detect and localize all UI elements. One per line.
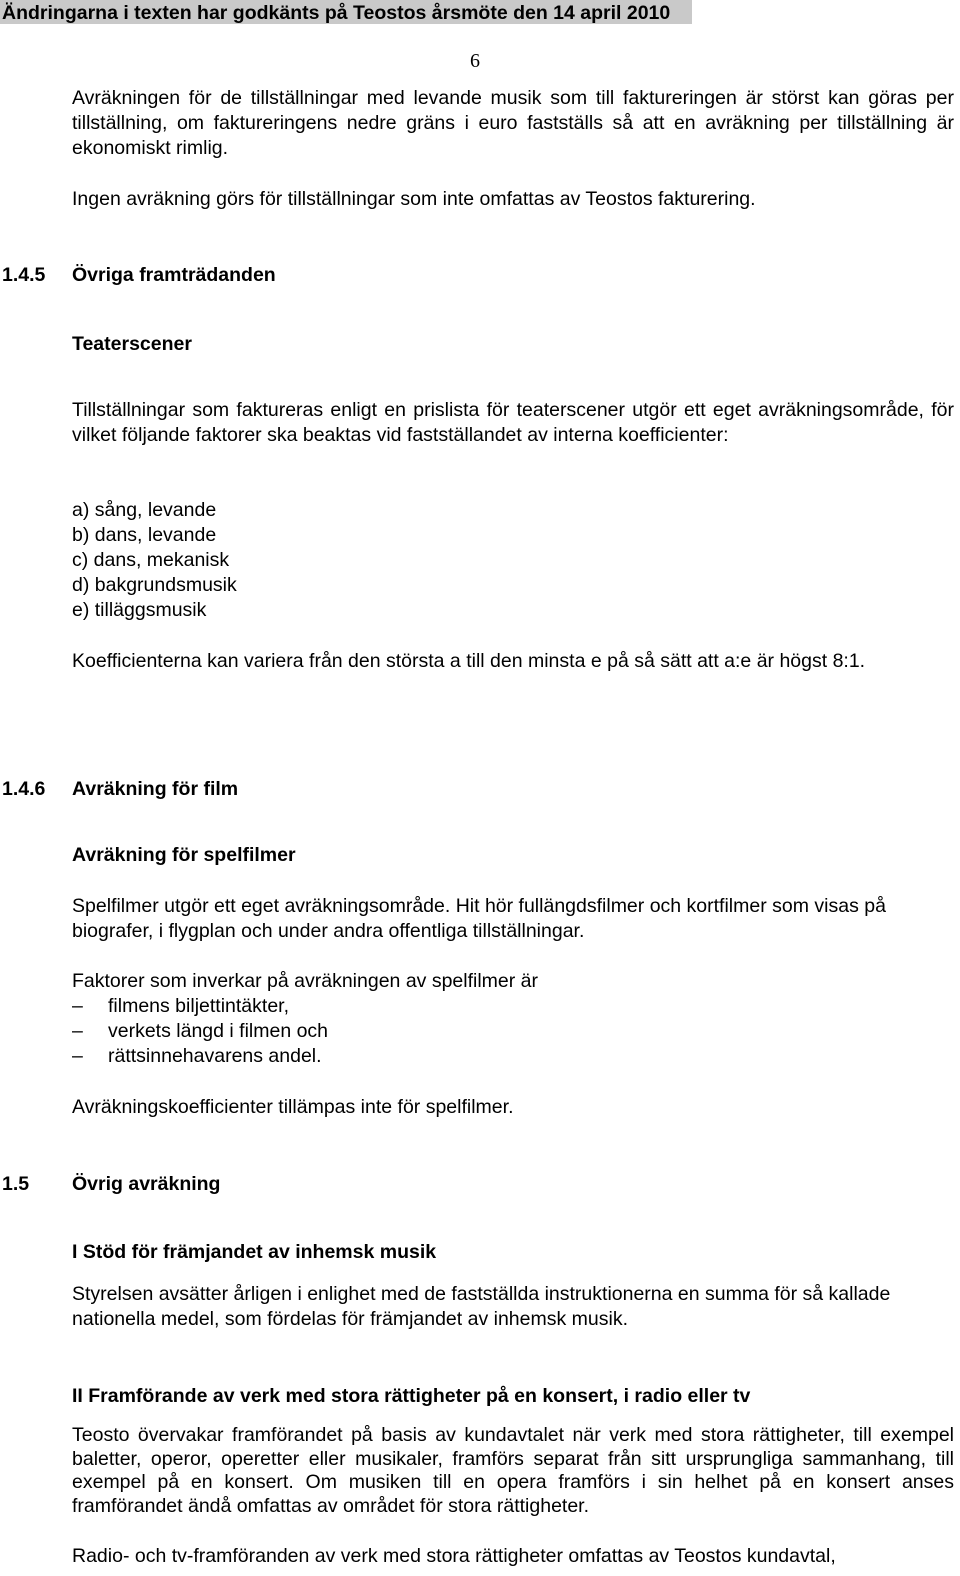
minus-dash-icon: – <box>72 995 83 1017</box>
page-number: 6 <box>470 50 480 72</box>
subheading-inhemsk-musik: I Stöd för främjandet av inhemsk musik <box>72 1241 437 1263</box>
paragraph-stora-rattigheter: Teosto övervakar framförandet på basis av kundavtalet när verk med stora rättigheter, till exempel baletter, operor, operetter eller musikaler, framförs separat från sitt ursprungliga sammanhang, till exempel på en konsert. Om musiken till en opera framförs i sin helhet på en konsert anses framförandet ändå omfattas av området för stora rättigheter. <box>72 1424 954 1517</box>
paragraph-avrakningskoefficienter: Avräkningskoefficienter tillämpas inte för spelfilmer. <box>72 1096 514 1118</box>
factor-list <box>72 498 954 623</box>
subheading-stora-rattigheter: II Framförande av verk med stora rättigheter på en konsert, i radio eller tv <box>72 1385 751 1407</box>
section-number-146: 1.4.6 <box>2 778 46 800</box>
minus-dash-icon: – <box>72 1020 83 1042</box>
paragraph-settlement-live-music: Avräkningen för de tillställningar med levande musik som till faktureringen är störst kan göras per tillställning, om faktureringens nedre gräns i euro fastställs så att en avräkning per tillställning är ekonomiskt rimlig. <box>72 87 954 159</box>
list-item: – verkets längd i filmen och <box>72 1020 329 1042</box>
dash-list <box>72 994 952 1069</box>
paragraph-radio-tv: Radio- och tv-framföranden av verk med stora rättigheter omfattas av Teostos kundavtal, <box>72 1545 836 1567</box>
subheading-teaterscener: Teaterscener <box>72 333 192 355</box>
list-item: e) tilläggsmusik <box>72 599 207 621</box>
list-item: a) sång, levande <box>72 499 217 521</box>
paragraph-faktorer-intro: Faktorer som inverkar på avräkningen av spelfilmer är <box>72 970 539 992</box>
list-item: – filmens biljettintäkter, <box>72 995 289 1017</box>
section-number-145: 1.4.5 <box>2 264 46 286</box>
section-heading-146: Avräkning för film <box>72 778 239 800</box>
paragraph-teaterscener: Tillställningar som faktureras enligt en prislista för teaterscener utgör ett eget avräkningsområde, för vilket följande faktorer ska beaktas vid fastställandet av interna koefficienter: <box>72 399 954 446</box>
section-number-15: 1.5 <box>2 1173 30 1195</box>
header-banner: Ändringarna i texten har godkänts på Teostos årsmöte den 14 april 2010 <box>0 0 692 24</box>
list-item: b) dans, levande <box>72 524 217 546</box>
paragraph-no-settlement: Ingen avräkning görs för tillställningar som inte omfattas av Teostos fakturering. <box>72 188 756 210</box>
minus-dash-icon: – <box>72 1045 83 1067</box>
paragraph-spelfilmer: Spelfilmer utgör ett eget avräkningsområde. Hit hör fullängdsfilmer och kortfilmer som visas på biografer, i flygplan och under andra offentliga tillställningar. <box>72 895 886 942</box>
section-heading-15: Övrig avräkning <box>72 1173 221 1195</box>
section-heading-145: Övriga framträdanden <box>72 264 276 286</box>
list-item: – rättsinnehavarens andel. <box>72 1045 322 1067</box>
subheading-spelfilmer: Avräkning för spelfilmer <box>72 844 296 866</box>
paragraph-koefficienter: Koefficienterna kan variera från den största a till den minsta e på så sätt att a:e är högst 8:1. <box>72 650 866 672</box>
list-item: d) bakgrundsmusik <box>72 574 237 596</box>
paragraph-inhemsk-musik: Styrelsen avsätter årligen i enlighet med de fastställda instruktionerna en summa för så kallade nationella medel, som fördelas för främjandet av inhemsk musik. <box>72 1283 891 1330</box>
list-item: c) dans, mekanisk <box>72 549 230 571</box>
